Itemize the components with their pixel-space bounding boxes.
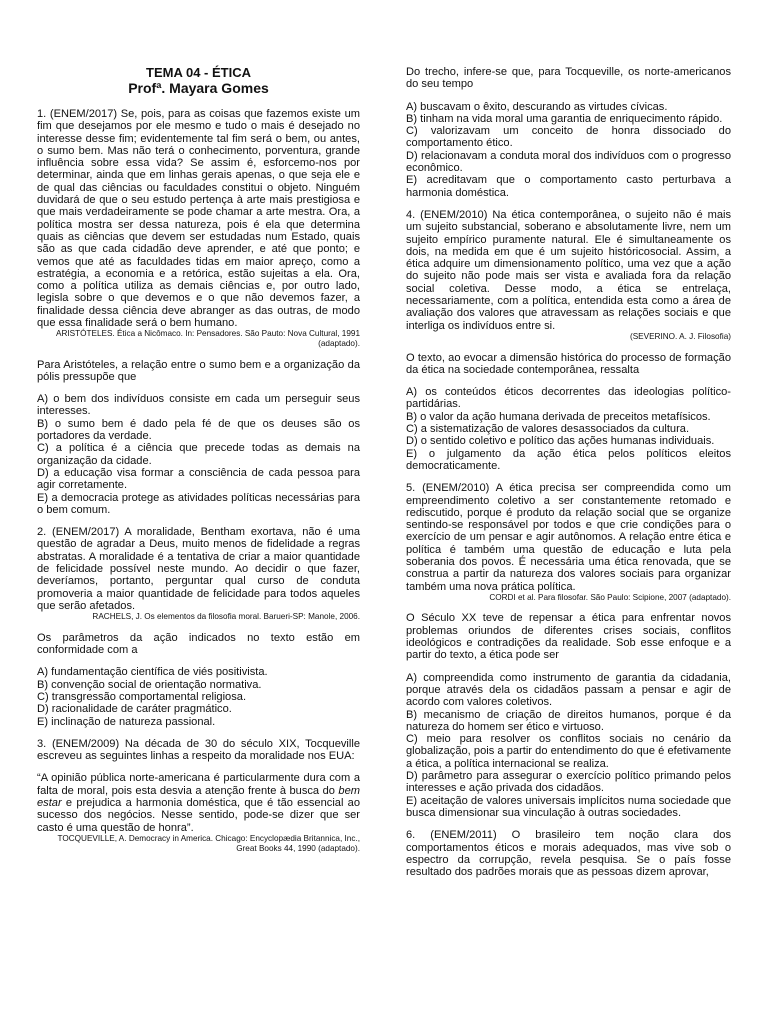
left-column bbox=[37, 66, 360, 853]
question-5-prompt: O Século XX teve de repensar a ética para enfrentar novos problemas oriundos de diferentes crises sociais, conflitos ideológicos e contradições da realidade. Sob esse enfoque e a partir do texto, a ética pode ser bbox=[406, 612, 731, 662]
question-3-text: 3. (ENEM/2009) Na década de 30 do século XIX, Tocqueville escreveu as seguintes linhas a respeito da moralidade nos EUA: bbox=[37, 737, 360, 763]
question-1-option-c[interactable]: C) a política é a ciência que precede todas as demais na organização da cidade. bbox=[37, 442, 360, 467]
question-3-option-a[interactable]: A) buscavam o êxito, descurando as virtudes cívicas. bbox=[406, 100, 668, 113]
question-4-citation: (SEVERINO. A. J. Filosofia) bbox=[629, 331, 731, 341]
question-3-option-d[interactable]: D) relacionavam a conduta moral dos indivíduos com o progresso econômico. bbox=[406, 149, 731, 175]
question-1-option-a[interactable]: A) o bem dos indivíduos consiste em cada um perseguir seus interesses. bbox=[37, 393, 360, 418]
question-1 bbox=[37, 108, 360, 516]
question-2-text: 2. (ENEM/2017) A moralidade, Bentham exortava, não é uma questão de agradar a Deus, muito menos de fidelidade a regras abstratas. A moralidade é a tentativa de criar a maior quantidade de felicidade possível neste mundo. Ao decidir o que fazer, deveríamos, portanto, perguntar qual curso de conduta promoveria a maior quantidade de felicidade para todos aqueles que serão afetados. bbox=[37, 526, 360, 612]
question-1-citation: ARISTÓTELES. Ética a Nicômaco. In: Pensadores. São Pauto: Nova Cultural, 1991 (adaptado). bbox=[56, 329, 360, 348]
question-5-option-a[interactable]: A) compreendida como instrumento de garantia da cidadania, porque através dela os cidadãos passam a pensar e agir de acordo com valores coletivos. bbox=[406, 671, 731, 709]
question-3-citation: TOCQUEVILLE, A. Democracy in America. Chicago: Encyclopædia Britannica, Inc., Great Books 44, 1990 (adaptado). bbox=[57, 833, 360, 853]
question-2-option-a[interactable]: A) fundamentação científica de viés positivista. bbox=[37, 666, 268, 679]
question-3-continued bbox=[406, 66, 731, 199]
question-1-option-b[interactable]: B) o sumo bem é dado pela fé de que os deuses são os portadores da verdade. bbox=[37, 417, 360, 443]
question-3-prompt: Do trecho, infere-se que, para Tocqueville, os norte-americanos do seu tempo bbox=[406, 66, 731, 91]
question-2-option-b[interactable]: B) convenção social de orientação normativa. bbox=[37, 678, 262, 691]
question-5-option-e[interactable]: E) aceitação de valores universais implícitos numa sociedade que busca dimensionar sua vinculação à outras sociedades. bbox=[406, 794, 731, 819]
question-3-option-e[interactable]: E) acreditavam que o comportamento casto perturbava a harmonia doméstica. bbox=[406, 174, 731, 199]
question-5 bbox=[406, 482, 731, 819]
question-4-option-c[interactable]: C) a sistematização de valores desassociados da cultura. bbox=[406, 423, 690, 436]
question-3-option-b[interactable]: B) tinham na vida moral uma garantia de enriquecimento rápido. bbox=[406, 112, 723, 125]
question-3 bbox=[37, 738, 360, 853]
question-1-text: 1. (ENEM/2017) Se, pois, para as coisas que fazemos existe um fim que desejamos por ele mesmo e tudo o mais é desejado no interesse desse fim; evidentemente tal fim será o bem, ou antes, o sumo bem. Mas não terá o conhecimento, porventura, grande influência sobre essa vida? Se assim é, esforcemo-nos por determinar, ainda que em linhas gerais apenas, o que seja ele e de qual das ciências ou faculdades constitui o objeto. Ninguém duvidará de que o seu estudo pertença à arte mais prestigiosa e que mais verdadeiramente se pode chamar a arte mestra. Ora, a política mostra ser dessa natureza, pois é ela que determina quais as ciências que devem ser estudadas num Estado, quais são as que cada cidadão deve aprender, e até que ponto; e vemos que até as faculdades tidas em maior apreço, como a estratégia, a economia e a retórica, estão sujeitas a ela. Ora, como a política utiliza as demais ciências e, por outro lado, legisla sobre o que devemos e o que não devemos fazer, a finalidade dessa ciência deve abranger as das outras, de modo que essa finalidade será o bem humano. bbox=[37, 108, 360, 330]
question-4 bbox=[406, 209, 731, 472]
question-3-quote bbox=[37, 772, 360, 833]
question-3-quote-end: e prejudica a harmonia doméstica, que é tão essencial ao sucesso dos negócios. Nesse sentido, pode-se dizer que ser casto é uma questão de honra”. bbox=[37, 797, 360, 834]
question-2-option-c[interactable]: C) transgressão comportamental religiosa. bbox=[37, 690, 247, 703]
question-3-quote-italic: bem estar bbox=[37, 784, 360, 810]
question-2-option-e[interactable]: E) inclinação de natureza passional. bbox=[37, 715, 216, 728]
right-column bbox=[406, 66, 731, 878]
question-5-citation: CORDI et al. Para filosofar. São Paulo: Scipione, 2007 (adaptado). bbox=[489, 592, 731, 602]
question-4-option-a[interactable]: A) os conteúdos éticos decorrentes das ideologias político-partidárias. bbox=[406, 386, 731, 411]
question-6 bbox=[406, 829, 731, 878]
question-1-prompt: Para Aristóteles, a relação entre o sumo bem e a organização da pólis pressupõe que bbox=[37, 358, 360, 383]
author-name: Profª. Mayara Gomes bbox=[128, 79, 269, 96]
question-3-quote-start: “A opinião pública norte-americana é particularmente dura com a falta de moral, pois esta desvia a atenção frente à busca do bbox=[37, 772, 360, 797]
question-2 bbox=[37, 526, 360, 728]
question-1-option-e[interactable]: E) a democracia protege as atividades políticas necessárias para o bem comum. bbox=[37, 491, 360, 516]
question-6-text: 6. (ENEM/2011) O brasileiro tem noção clara dos comportamentos éticos e morais adequados, mas vive sob o espectro da corrupção, revela pesquisa. Se o país fosse resultado dos padrões morais que as pessoas dizem aprovar, bbox=[406, 829, 731, 879]
question-1-option-d[interactable]: D) a educação visa formar a consciência de cada pessoa para agir corretamente. bbox=[37, 466, 360, 492]
question-4-text: 4. (ENEM/2010) Na ética contemporânea, o sujeito não é mais um sujeito substancial, soberano e absolutamente livre, nem um sujeito empírico puramente natural. Ele é simultaneamente os dois, na medida em que é um sujeito históricosocial. Assim, a ética adquire um dimensionamento político, uma vez que a ação do sujeito não pode mais ser vista e avaliada fora da relação social coletiva. Desse modo, a ética se entrelaça, necessariamente, com a política, entendida esta como a área de avaliação dos valores que atravessam as relações sociais e que interliga os indivíduos entre si. bbox=[406, 208, 731, 332]
question-3-option-c[interactable]: C) valorizavam um conceito de honra dissociado do comportamento ético. bbox=[406, 125, 731, 150]
question-2-option-d[interactable]: D) racionalidade de caráter pragmático. bbox=[37, 703, 232, 716]
question-4-option-b[interactable]: B) o valor da ação humana derivada de preceitos metafísicos. bbox=[406, 410, 711, 423]
question-4-option-d[interactable]: D) o sentido coletivo e político das ações humanas individuais. bbox=[406, 435, 715, 448]
question-4-option-e[interactable]: E) o julgamento da ação ética pelos políticos eleitos democraticamente. bbox=[406, 447, 731, 472]
question-5-text: 5. (ENEM/2010) A ética precisa ser compreendida como um empreendimento coletivo a ser constantemente retomado e rediscutido, porque é produto da relação social que se organize sentindo-se responsável por todos e que crie condições para o exercício de um pensar e agir autônomos. A relação entre ética e política é também uma questão de educação e luta pela soberania dos povos. É necessária uma ética renovada, que se construa a partir da natureza dos valores sociais para organizar também uma nova prática política. bbox=[406, 482, 731, 593]
question-2-prompt: Os parâmetros da ação indicados no texto estão em conformidade com a bbox=[37, 631, 360, 657]
question-5-option-c[interactable]: C) meio para resolver os conflitos sociais no cenário da globalização, pois a partir do entendimento do que é efetivamente a ética, a política internacional se realiza. bbox=[406, 733, 731, 770]
question-5-option-d[interactable]: D) parâmetro para assegurar o exercício político primando pelos interesses e ação privada dos cidadãos. bbox=[406, 770, 731, 795]
question-5-option-b[interactable]: B) mecanismo de criação de direitos humanos, porque é da natureza do homem ser ético e virtuoso. bbox=[406, 708, 731, 733]
question-2-citation: RACHELS, J. Os elementos da filosofia moral. Barueri-SP: Manole, 2006. bbox=[92, 612, 360, 622]
page-title: TEMA 04 - ÉTICA bbox=[146, 65, 251, 80]
question-4-prompt: O texto, ao evocar a dimensão histórica do processo de formação da ética na sociedade contemporânea, ressalta bbox=[406, 351, 731, 376]
